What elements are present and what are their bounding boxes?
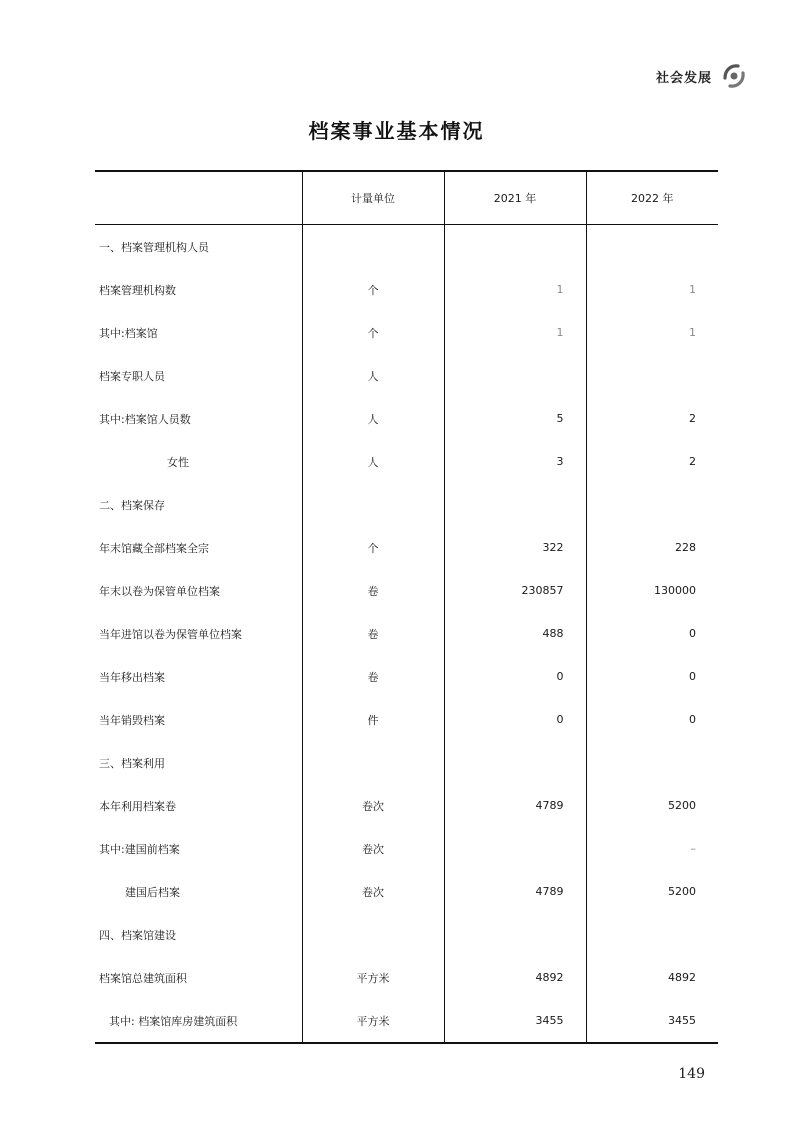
row-value-2021: 1: [444, 311, 586, 354]
row-value-2021: 5: [444, 397, 586, 440]
row-item-label: 四、档案馆建设: [99, 928, 176, 942]
row-unit: [302, 225, 444, 269]
row-value-2021: 230857: [444, 569, 586, 612]
row-value-2022: 0: [586, 655, 718, 698]
row-value-2022: [586, 483, 718, 526]
table-row: [95, 526, 718, 569]
row-value-2021: [444, 483, 586, 526]
row-unit: 卷次: [302, 827, 444, 870]
row-item-label: 年末馆藏全部档案全宗: [99, 541, 209, 555]
row-unit: 个: [302, 268, 444, 311]
row-value-2021: 3455: [444, 999, 586, 1043]
row-item-label: 其中:建国前档案: [99, 842, 180, 856]
row-value-2021: 4892: [444, 956, 586, 999]
row-value-2022: 1: [586, 268, 718, 311]
row-value-2022: 2: [586, 440, 718, 483]
row-value-2022: 2: [586, 397, 718, 440]
table-row: [95, 956, 718, 999]
row-value-2021: 4789: [444, 784, 586, 827]
row-value-2021: [444, 225, 586, 269]
table-row: [95, 440, 718, 483]
row-item-label: 其中:档案馆人员数: [99, 412, 191, 426]
row-item-label: 三、档案利用: [99, 756, 165, 770]
row-unit: 个: [302, 311, 444, 354]
table-row: [95, 655, 718, 698]
row-value-2021: 322: [444, 526, 586, 569]
row-value-2021: [444, 741, 586, 784]
table-row: [95, 268, 718, 311]
row-unit: 卷: [302, 612, 444, 655]
row-item-label: 档案专职人员: [99, 369, 165, 383]
row-value-2021: 3: [444, 440, 586, 483]
table-row: [95, 311, 718, 354]
row-value-2022: [586, 913, 718, 956]
row-item-label: 其中:档案馆: [99, 326, 158, 340]
row-item-label: 建国后档案: [125, 885, 180, 899]
table-row: [95, 913, 718, 956]
row-unit: 人: [302, 397, 444, 440]
row-unit: [302, 483, 444, 526]
row-value-2022: [586, 741, 718, 784]
row-value-2022: 0: [586, 698, 718, 741]
row-unit: 卷次: [302, 870, 444, 913]
row-unit: 卷次: [302, 784, 444, 827]
table-header-row: [95, 171, 718, 225]
section-header: [656, 62, 748, 90]
row-value-2021: 0: [444, 698, 586, 741]
column-header-item: [95, 171, 302, 225]
row-item-label: 当年进馆以卷为保管单位档案: [99, 627, 242, 641]
row-value-2021: [444, 827, 586, 870]
row-unit: 平方米: [302, 999, 444, 1043]
row-unit: 人: [302, 354, 444, 397]
table-row: [95, 354, 718, 397]
row-value-2021: 4789: [444, 870, 586, 913]
table-row: [95, 483, 718, 526]
table-row: [95, 569, 718, 612]
table-row: [95, 827, 718, 870]
row-item-label: 本年利用档案卷: [99, 799, 176, 813]
row-unit: 个: [302, 526, 444, 569]
row-item-label: 其中: 档案馆库房建筑面积: [95, 999, 302, 1043]
row-value-2021: [444, 913, 586, 956]
row-value-2022: 3455: [586, 999, 718, 1043]
row-item-label: 当年移出档案: [99, 670, 165, 684]
row-item-label: 女性: [167, 455, 189, 469]
row-unit: 卷: [302, 569, 444, 612]
section-logo-icon: [720, 62, 748, 90]
table-row: [95, 612, 718, 655]
row-value-2021: 0: [444, 655, 586, 698]
row-item-label: 档案馆总建筑面积: [99, 971, 187, 985]
row-item-label: 档案管理机构数: [99, 283, 176, 297]
row-value-2022: 228: [586, 526, 718, 569]
row-unit: [302, 741, 444, 784]
table-row: [95, 397, 718, 440]
row-value-2022: 5200: [586, 784, 718, 827]
table-row: [95, 225, 718, 269]
page-number: 149: [678, 1066, 705, 1082]
row-value-2021: [444, 354, 586, 397]
row-value-2022: –: [586, 827, 718, 870]
row-value-2022: [586, 225, 718, 269]
table-row: [95, 999, 718, 1043]
row-item-label: 当年销毁档案: [99, 713, 165, 727]
row-item-label: 年末以卷为保管单位档案: [99, 584, 220, 598]
page-title: 档案事业基本情况: [308, 119, 485, 143]
column-header-2022: 2022 年: [586, 171, 718, 225]
row-value-2021: 1: [444, 268, 586, 311]
table-row: [95, 741, 718, 784]
row-item-label: 二、档案保存: [99, 498, 165, 512]
row-value-2022: 5200: [586, 870, 718, 913]
table-row: [95, 784, 718, 827]
row-unit: 人: [302, 440, 444, 483]
row-unit: [302, 913, 444, 956]
row-value-2022: 0: [586, 612, 718, 655]
row-item-label: 一、档案管理机构人员: [99, 240, 209, 254]
row-unit: 件: [302, 698, 444, 741]
row-value-2022: [586, 354, 718, 397]
row-value-2022: 4892: [586, 956, 718, 999]
row-unit: 平方米: [302, 956, 444, 999]
row-unit: 卷: [302, 655, 444, 698]
row-value-2022: 1: [586, 311, 718, 354]
table-body: [95, 225, 718, 1044]
row-value-2022: 130000: [586, 569, 718, 612]
section-label: 社会发展: [655, 70, 712, 86]
column-header-unit: 计量单位: [302, 171, 444, 225]
column-header-2021: 2021 年: [444, 171, 586, 225]
table-row: [95, 698, 718, 741]
archive-statistics-table: [95, 170, 718, 1044]
table-row: [95, 870, 718, 913]
row-value-2021: 488: [444, 612, 586, 655]
